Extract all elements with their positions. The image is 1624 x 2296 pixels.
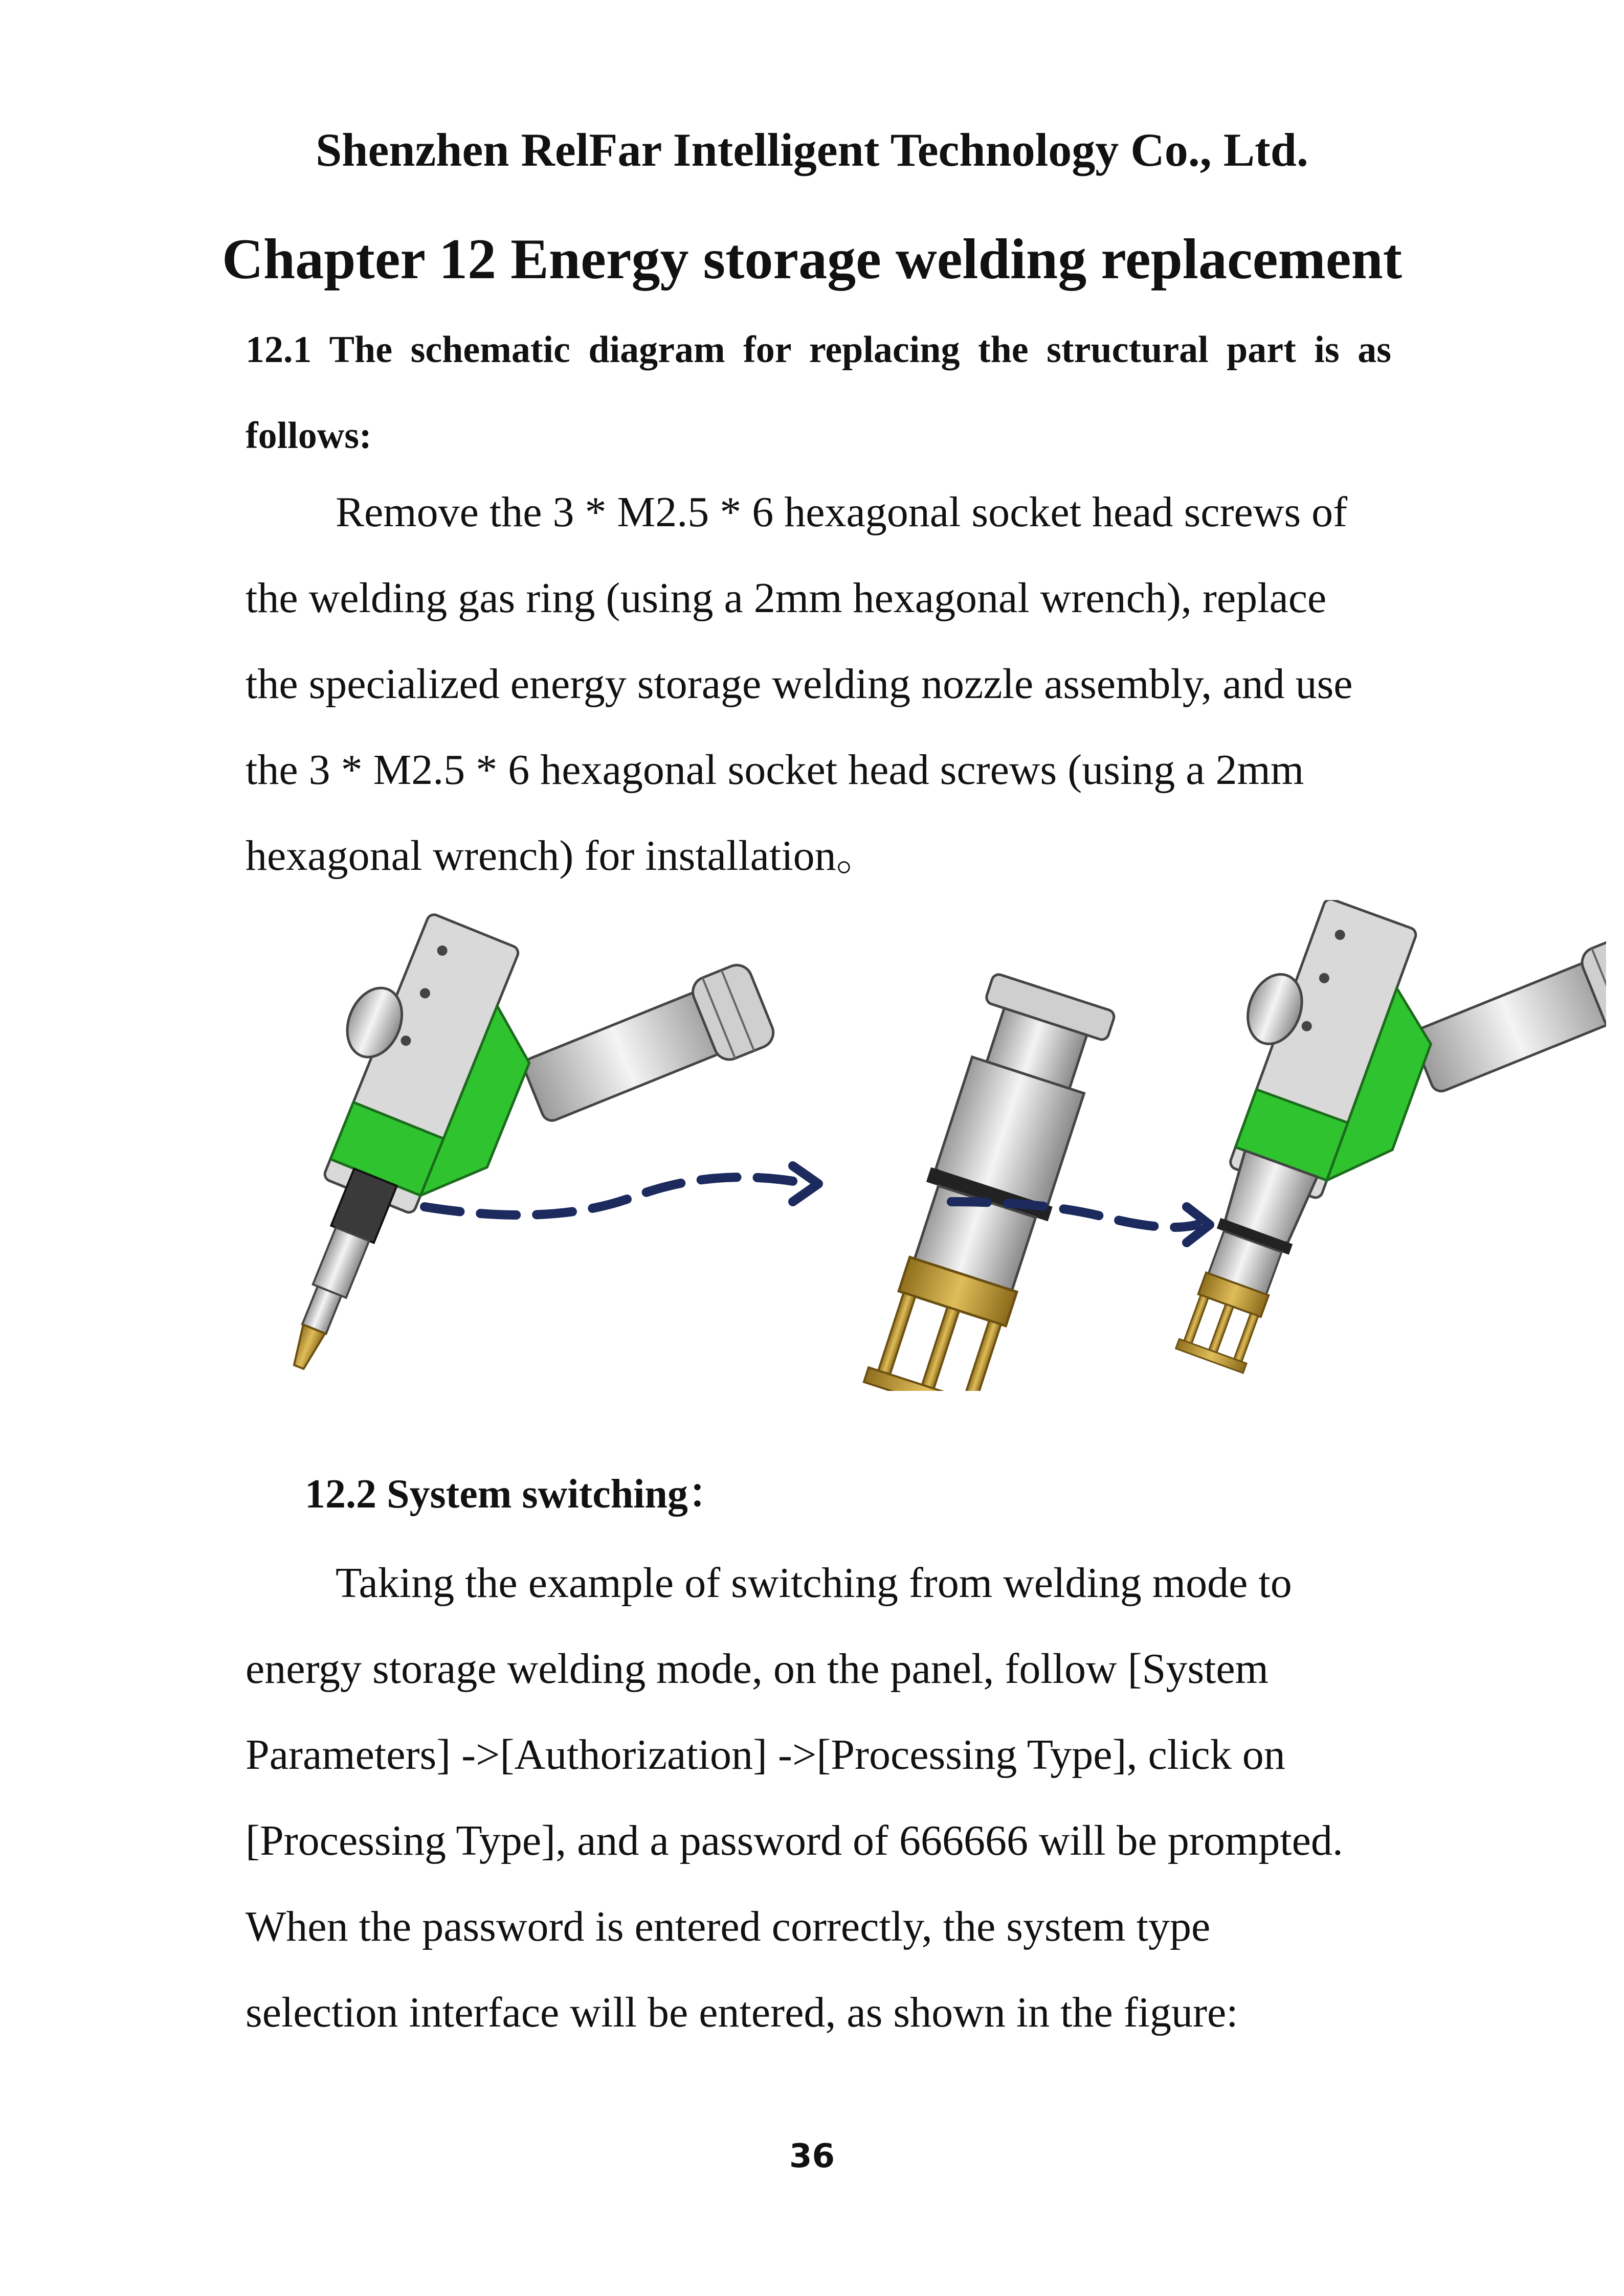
- chapter-title: Chapter 12 Energy storage welding replacement: [221, 228, 1403, 291]
- section-12-1-paragraph: [246, 469, 1391, 899]
- section-12-2-heading: 12.2 System switching：: [305, 1472, 729, 1517]
- arrow-head-1: [793, 1166, 818, 1202]
- dashed-arrow-1: [425, 1177, 808, 1215]
- paragraph-line: Remove the 3 * M2.5 * 6 hexagonal socket head screws of: [336, 488, 1348, 536]
- section-12-1-heading: 12.1 The schematic diagram for replacing the structural part is as follows:: [246, 329, 1391, 457]
- replacement-schematic-figure: [286, 900, 1606, 1391]
- paragraph-line: selection interface will be entered, as shown in the figure:: [246, 1989, 1238, 2036]
- energy-storage-nozzle-assembly: [861, 973, 1116, 1391]
- page-number: 36: [789, 2137, 835, 2175]
- paragraph-line: energy storage welding mode, on the panel, follow [System: [246, 1645, 1269, 1693]
- paragraph-line: the welding gas ring (using a 2mm hexagonal wrench), replace: [246, 574, 1327, 622]
- paragraph-line: the specialized energy storage welding nozzle assembly, and use: [246, 660, 1353, 708]
- company-header: Shenzhen RelFar Intelligent Technology Co., Ltd.: [316, 124, 1308, 176]
- paragraph-line: the 3 * M2.5 * 6 hexagonal socket head screws (using a 2mm: [246, 746, 1304, 794]
- welding-gun-with-energy-storage-nozzle: [1130, 900, 1606, 1391]
- paragraph-line: Parameters] ->[Authorization] ->[Processing Type], click on: [246, 1731, 1285, 1779]
- paragraph-line: When the password is entered correctly, the system type: [246, 1903, 1211, 1950]
- section-12-2-paragraph: [246, 1540, 1391, 2056]
- paragraph-line: [Processing Type], and a password of 666666 will be prompted.: [246, 1817, 1343, 1864]
- paragraph-line: Taking the example of switching from welding mode to: [336, 1559, 1292, 1607]
- paragraph-line: hexagonal wrench) for installation。: [246, 832, 879, 880]
- welding-gun-original: [286, 900, 778, 1391]
